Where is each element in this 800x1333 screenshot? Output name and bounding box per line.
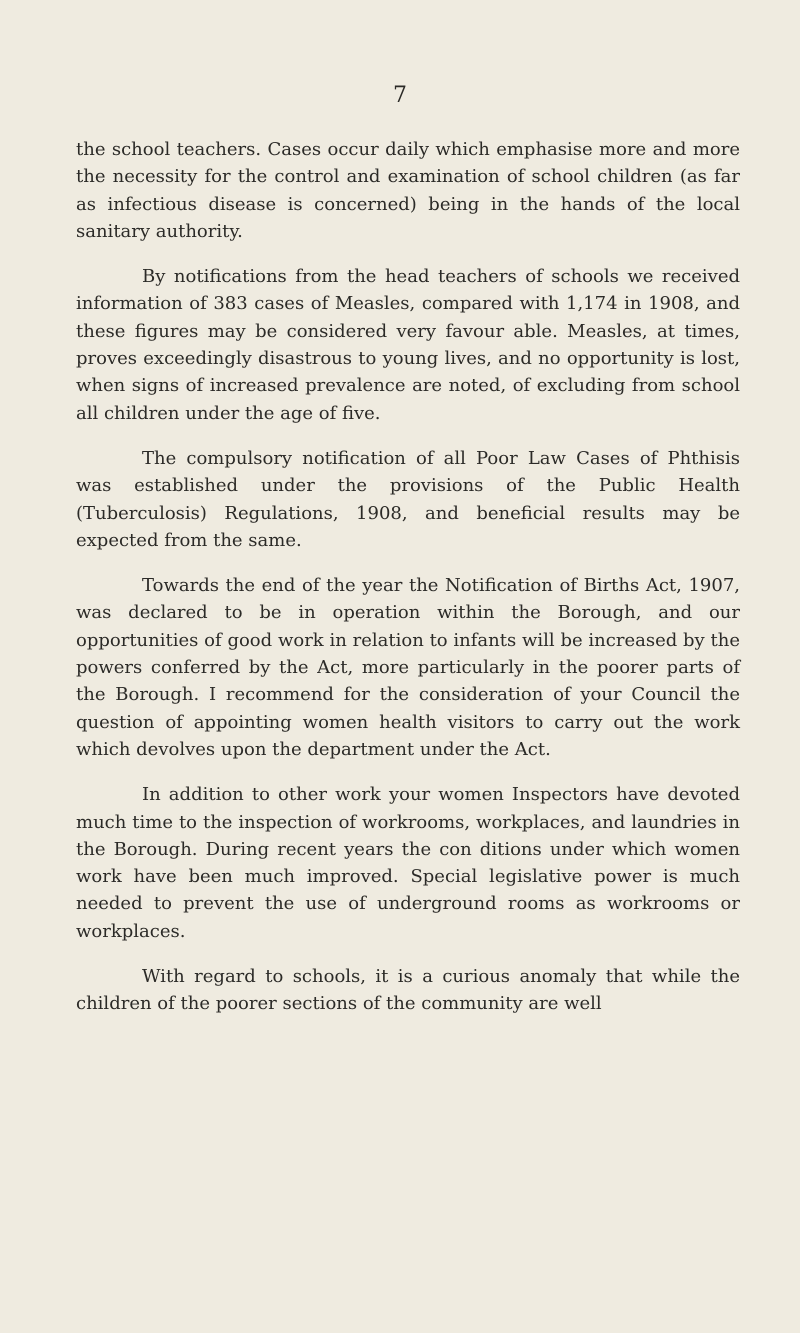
paragraph-phthisis: The compulsory notification of all Poor Law Cases of Phthisis was established under the provisions of the Public Health (Tuberculosis) Regulations, 1908, and beneficial results may be expected from the same. bbox=[76, 447, 740, 551]
paragraph-women-inspectors: In addition to other work your women Inspectors have devoted much time to the inspection of workrooms, workplaces, and laundries in the Borough. During recent years the con ditions under which women work have been much improved. Special legislative power is much needed to prevent the use of underground rooms as workrooms or workplaces. bbox=[76, 784, 740, 942]
body-text bbox=[76, 136, 740, 1036]
page-number: 7 bbox=[393, 83, 407, 108]
paragraph-continuation: the school teachers. Cases occur daily which emphasise more and more the necessity for the control and examination of school children (as far as infectious disease is concerned) being in the hands of the local sanitary authority. bbox=[76, 139, 740, 242]
paragraph-measles: By notifications from the head teachers of schools we received information of 383 cases of Measles, compared with 1,174 in 1908, and these figures may be considered very favour able. Measles, at times, proves exceedingly disastrous to young lives, and no opportunity is lost, when signs of increased prevalence are noted, of excluding from school all children under the age of five. bbox=[76, 266, 740, 424]
paragraph-schools: With regard to schools, it is a curious anomaly that while the children of the poorer sections of the community are well bbox=[76, 966, 740, 1015]
paragraph-notification-of-births: Towards the end of the year the Notification of Births Act, 1907, was declared to be in operation within the Borough, and our opportunities of good work in relation to infants will be increased by the powers conferred by the Act, more particularly in the poorer parts of the Borough. I recommend for the consideration of your Council the question of appointing women health visitors to carry out the work which devolves upon the department under the Act. bbox=[76, 575, 740, 760]
